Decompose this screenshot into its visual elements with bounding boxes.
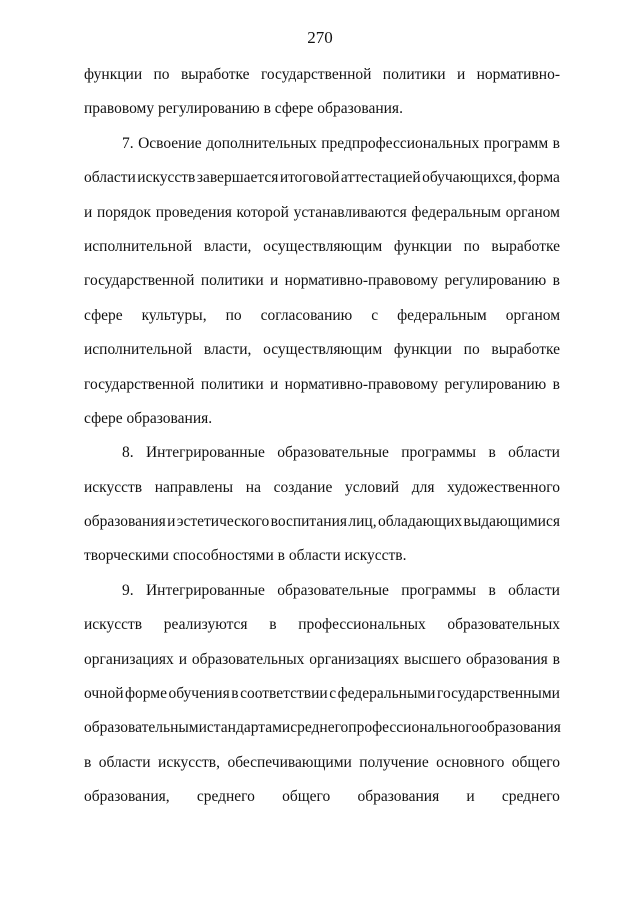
word: нормативно-правовому [284,375,439,393]
word: обладающих [377,513,463,531]
word: общего [282,788,331,806]
word: области [508,444,560,462]
text-line [84,64,560,98]
text-line [84,649,560,683]
word: на [245,478,261,496]
word: программы [401,581,477,599]
word: органом [505,306,560,324]
word: в [552,650,560,668]
word: в [488,444,496,462]
word: Интегрированные [145,581,265,599]
word: с [371,306,379,324]
text-line [84,133,560,167]
text-line [84,236,560,270]
word: предпрофессиональных [321,134,480,152]
word: образования [357,788,440,806]
word: и [466,788,475,806]
word: 8. [122,444,134,462]
word: программ [483,134,549,152]
page-number: 270 [307,28,333,47]
word: регулированию [444,375,547,393]
word: Освоение [138,134,202,152]
word: осуществляющим [263,237,383,255]
word: нормативно- [476,66,560,83]
word: образования, [84,788,170,806]
text-line [84,374,560,408]
word: культуры, [141,306,207,324]
word: в [488,581,496,599]
word: в [231,685,239,703]
word: сфере [84,306,123,324]
word: нормативно-правовому [284,272,439,290]
word: среднего [501,788,560,806]
word: регулированию [444,272,547,290]
paragraph-p9 [84,580,560,821]
word: власти, [203,341,252,359]
text-line [84,717,560,751]
word: по [225,306,242,324]
paragraph-p8 [84,442,560,580]
word: образовательных [191,650,305,668]
word: порядок [96,203,152,221]
paragraph-p7 [84,133,560,443]
word: художественного [447,478,560,496]
word: исполнительной [84,341,193,359]
word: области [98,753,151,771]
word: образовательные [277,444,389,462]
word: для [411,478,435,496]
word: получение [359,753,429,771]
word: соответствии [240,685,328,703]
word: воспитания [270,513,347,531]
text-line [84,511,560,545]
text-line [84,339,560,373]
word: органом [505,203,560,221]
word: исполнительной [84,237,193,255]
word: политики [382,66,446,83]
word: аттестацией [340,169,421,187]
word: в [552,134,560,152]
word: и [269,272,279,290]
word: искусств, [158,753,220,771]
word: условий [345,478,400,496]
word: образования [466,650,548,668]
word: в [552,272,560,290]
text-line [84,270,560,304]
word: функции [393,341,452,359]
word: направлены [154,478,234,496]
word: выработке [491,341,560,359]
word: области [84,169,136,187]
word: власти, [203,237,252,255]
word: по [463,341,480,359]
text-line [84,477,560,511]
word: реализуются [163,616,248,634]
text-line [84,442,560,476]
word: общего [511,753,560,771]
text-line: сфере образования. [84,409,213,427]
word: выработке [491,237,560,255]
word: эстетического [176,513,270,531]
word: в [552,375,560,393]
text-line [84,202,560,236]
word: образовательными [84,719,207,737]
word: федеральным [397,306,487,324]
word: образовательных [447,616,560,634]
word: политики [200,272,264,290]
word: программы [401,444,477,462]
word: устанавливаются [293,203,407,221]
word: искусств [137,169,196,187]
text-line [84,305,560,339]
word: форма [518,169,560,187]
word: по [463,237,480,255]
text-line: творческими способностями в области искусств. [84,547,407,565]
word: искусств [84,478,143,496]
word: которой [236,203,289,221]
word: стандартами [206,719,291,737]
word: осуществляющим [263,341,383,359]
word: федеральными [337,685,436,703]
word: образовательные [277,581,389,599]
word: обучающихся, [422,169,517,187]
word: федеральным [411,203,501,221]
word: итоговой [279,169,340,187]
text-line [84,580,560,614]
word: профессионального [348,719,480,737]
text-line [84,683,560,717]
word: обучения [168,685,230,703]
word: организациях [84,650,174,668]
text-line [84,167,560,201]
text-line [84,614,560,648]
word: среднего [196,788,255,806]
document-body [84,64,560,821]
word: завершается [196,169,279,187]
word: выдающимися [463,513,560,531]
word: в [84,753,92,771]
word: образования [84,513,166,531]
text-line: правовому регулированию в сфере образования. [84,100,403,118]
word: и [167,513,176,531]
text-line [84,786,560,820]
word: функции [84,66,143,83]
word: государственной [84,272,195,290]
word: государственной [260,66,372,83]
word: в [269,616,277,634]
word: лиц, [348,513,377,531]
word: создание [273,478,333,496]
word: профессиональных [298,616,426,634]
word: функции [393,237,452,255]
word: политики [200,375,264,393]
word: и [84,203,93,221]
word: области [508,581,560,599]
word: искусств [84,616,143,634]
word: основного [436,753,505,771]
word: проведения [155,203,232,221]
word: государственной [84,375,195,393]
word: 7. [122,134,134,152]
text-line [84,752,560,786]
word: очной [84,685,124,703]
word: по [153,66,170,83]
word: и [269,375,279,393]
word: согласованию [260,306,353,324]
word: государственными [436,685,560,703]
word: образования [479,719,561,737]
word: выработке [180,66,250,83]
word: и [456,66,466,83]
word: форме [125,685,167,703]
word: среднего [290,719,349,737]
word: и [178,650,187,668]
paragraph-p-continued [84,64,560,133]
word: дополнительных [206,134,317,152]
word: высшего [403,650,462,668]
word: обеспечивающими [227,753,352,771]
word: Интегрированные [145,444,265,462]
word: организациях [309,650,400,668]
word: 9. [122,581,134,599]
word: с [329,685,337,703]
